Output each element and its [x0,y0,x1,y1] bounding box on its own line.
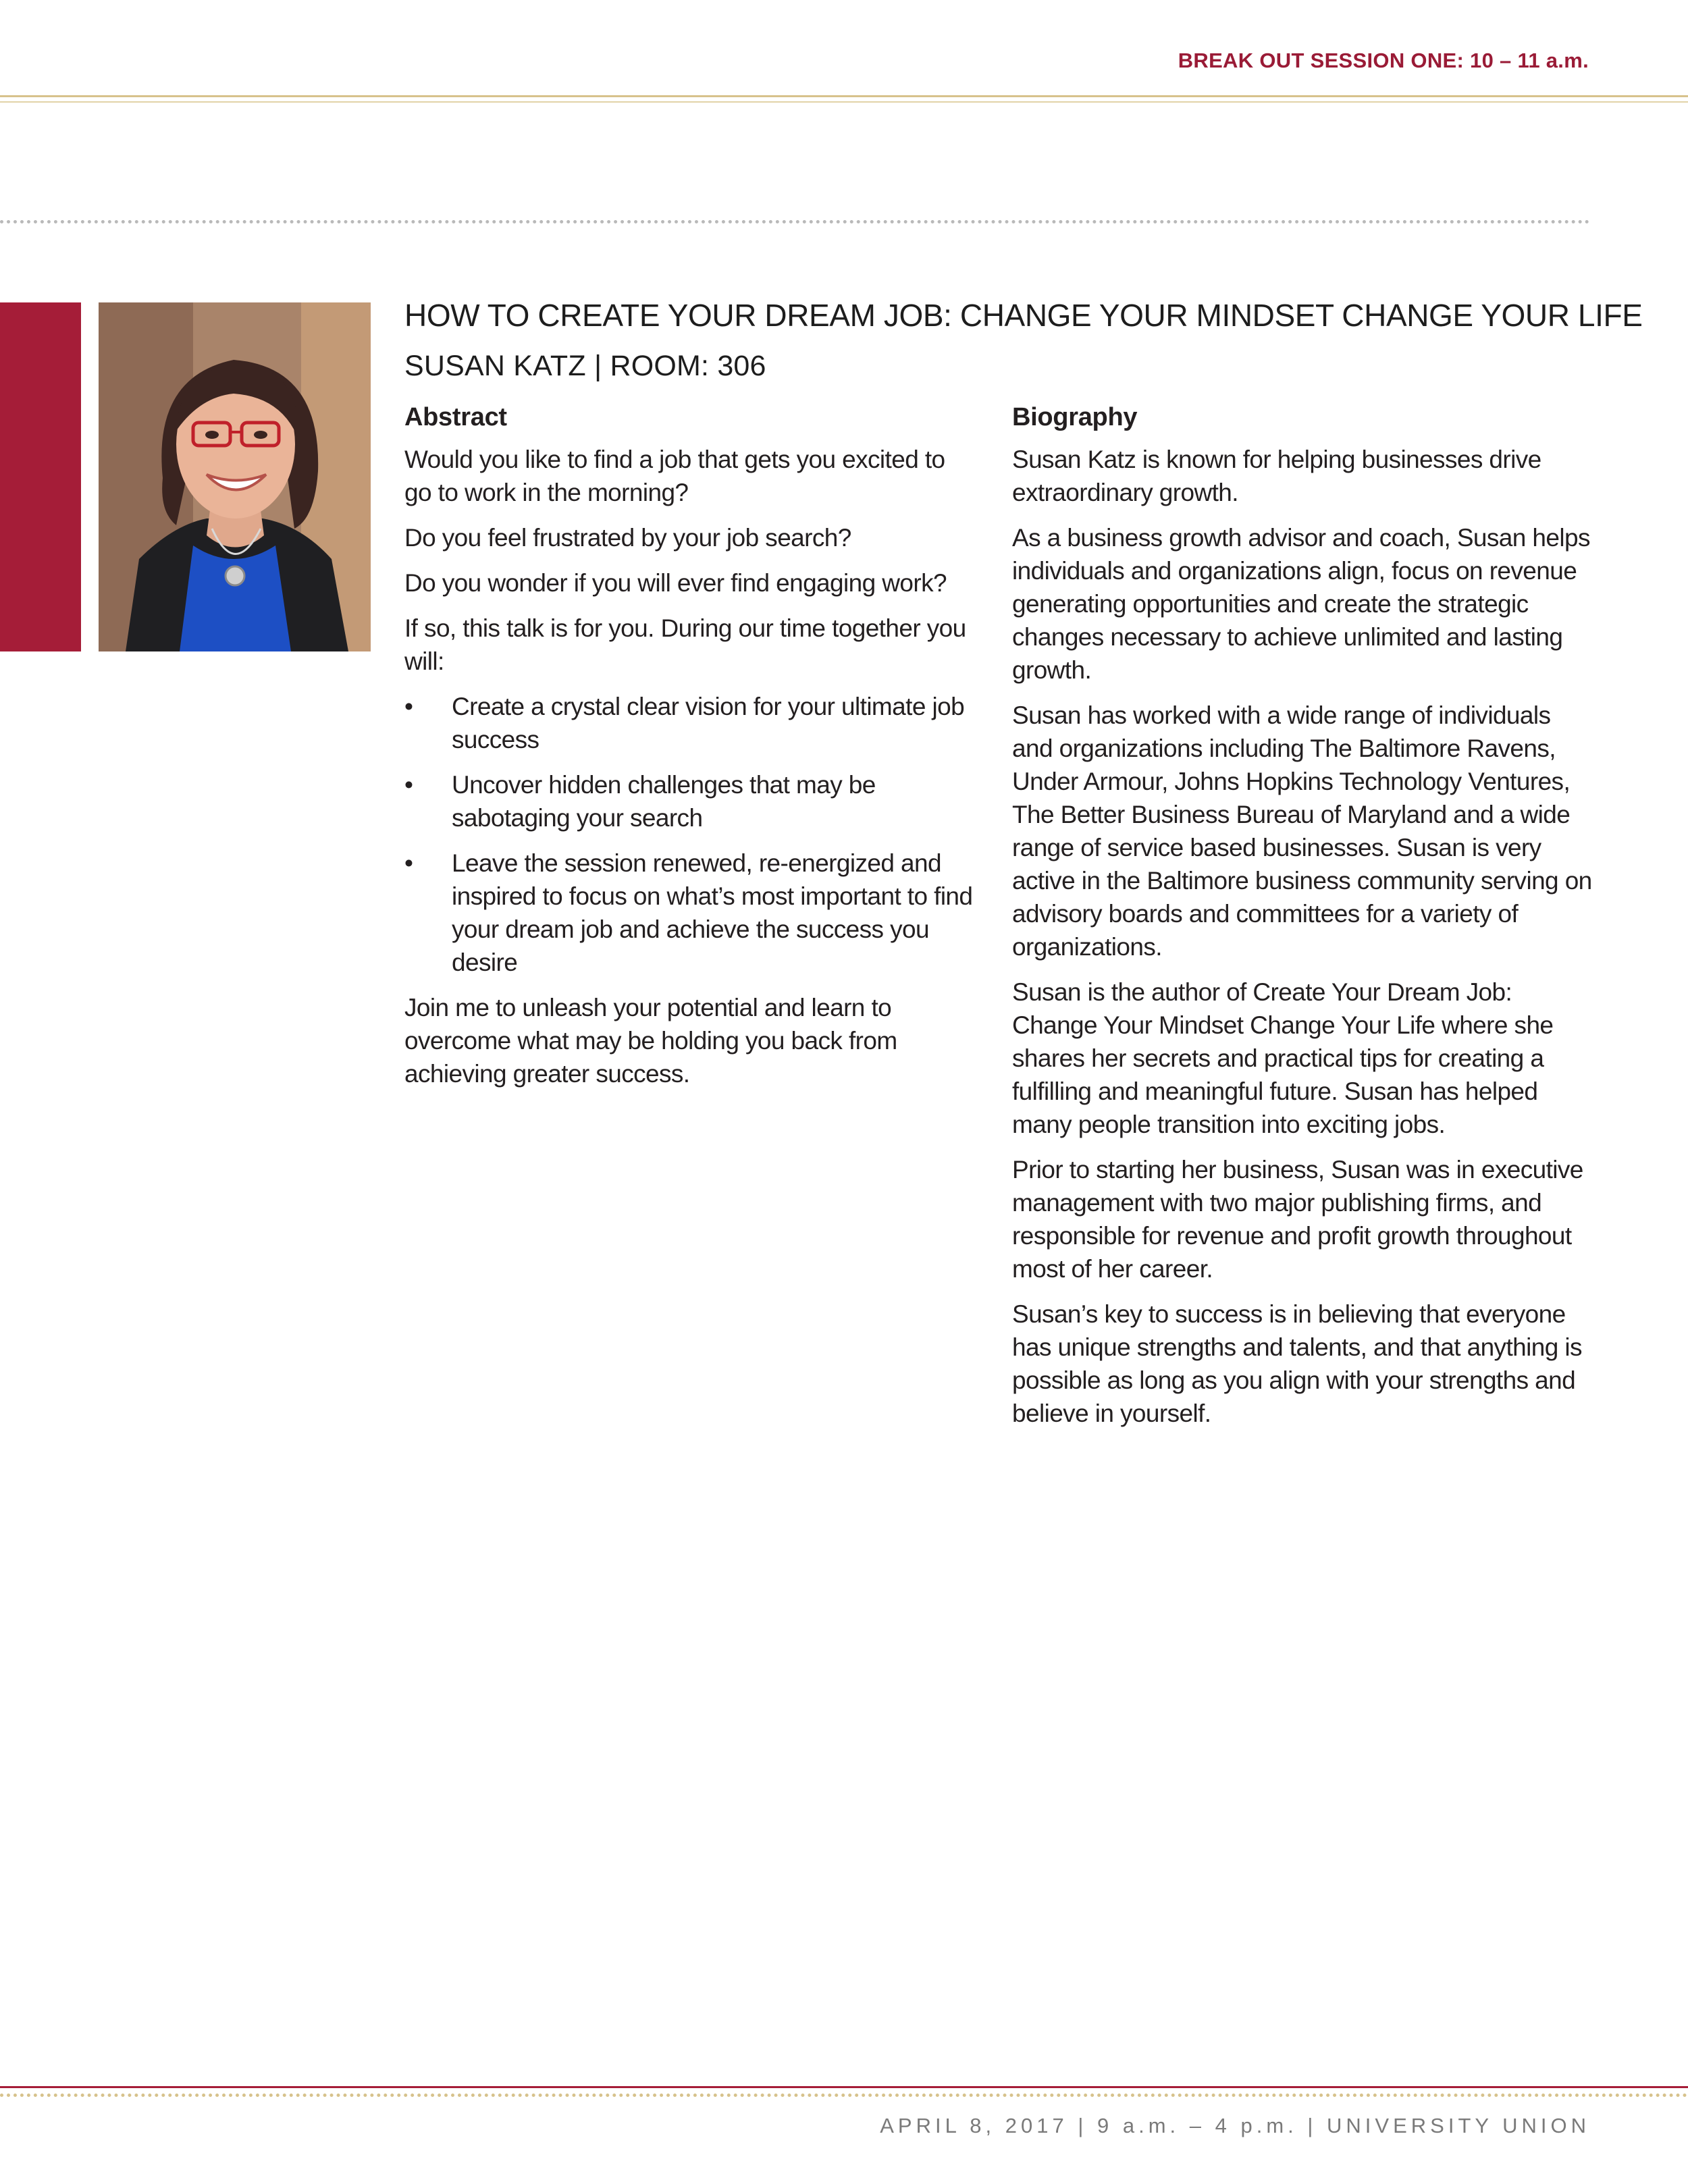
footer-dotted-rule [0,2094,1688,2097]
dotted-divider [0,220,1590,223]
header-rule [0,95,1688,97]
biography-heading: Biography [1012,403,1138,431]
bullet-icon: • [404,771,413,799]
list-item [404,690,978,756]
accent-bar [0,302,81,651]
abstract-paragraph: If so, this talk is for you. During our time together you will: [404,614,966,675]
session-title: HOW TO CREATE YOUR DREAM JOB: CHANGE YOUR MINDSET CHANGE YOUR LIFE [404,298,1643,333]
biography-paragraph: As a business growth advisor and coach, Susan helps individuals and organizations align, focus on revenue generating opportunities and create the strategic changes necessary to achieve unlimited and lasting growth. [1012,524,1590,684]
abstract-column [404,398,978,1102]
abstract-paragraph: Would you like to find a job that gets you excited to go to work in the morning? [404,446,945,506]
biography-column [1012,398,1593,1442]
header-rule-secondary [0,101,1688,103]
list-item [404,768,978,834]
bullet-text: Uncover hidden challenges that may be sabotaging your search [452,771,876,832]
event-date-location: APRIL 8, 2017 | 9 a.m. – 4 p.m. | UNIVERSITY UNION [880,2114,1590,2137]
bullet-icon: • [404,849,413,877]
session-time-label: BREAK OUT SESSION ONE: 10 – 11 a.m. [1178,49,1589,72]
speaker-room-line: SUSAN KATZ | ROOM: 306 [404,350,766,382]
biography-paragraph: Susan’s key to success is in believing that everyone has unique strengths and talents, and that anything is possible as long as you align with your strengths and believe in yourself. [1012,1300,1582,1427]
abstract-bullet-list [404,690,978,979]
abstract-paragraph: Do you feel frustrated by your job search? [404,524,851,552]
footer-rule [0,2086,1688,2088]
biography-paragraph: Susan has worked with a wide range of individuals and organizations including The Baltimore Ravens, Under Armour, Johns Hopkins Technology Ventures, The Better Business Bureau of Maryland and a wide range of service based businesses. Susan is very active in the Baltimore business community serving on advisory boards and committees for a variety of organizations. [1012,701,1592,961]
abstract-paragraph: Do you wonder if you will ever find engaging work? [404,569,947,597]
biography-paragraph: Prior to starting her business, Susan was in executive management with two major publishing firms, and responsible for revenue and profit growth throughout most of her career. [1012,1156,1583,1283]
abstract-heading: Abstract [404,403,507,431]
bullet-text: Create a crystal clear vision for your ultimate job success [452,693,965,753]
bullet-icon: • [404,693,413,720]
bullet-text: Leave the session renewed, re-energized and inspired to focus on what’s most important to find your dream job and achieve the success you desire [452,849,973,976]
biography-paragraph: Susan is the author of Create Your Dream Job: Change Your Mindset Change Your Life where she shares her secrets and practical tips for creating a fulfilling and meaningful future. Susan has helped many people transition into exciting jobs. [1012,978,1554,1138]
biography-paragraph: Susan Katz is known for helping businesses drive extraordinary growth. [1012,446,1541,506]
abstract-closing: Join me to unleash your potential and learn to overcome what may be holding you back from achieving greater success. [404,994,897,1088]
list-item [404,847,978,979]
speaker-photo [99,302,371,651]
